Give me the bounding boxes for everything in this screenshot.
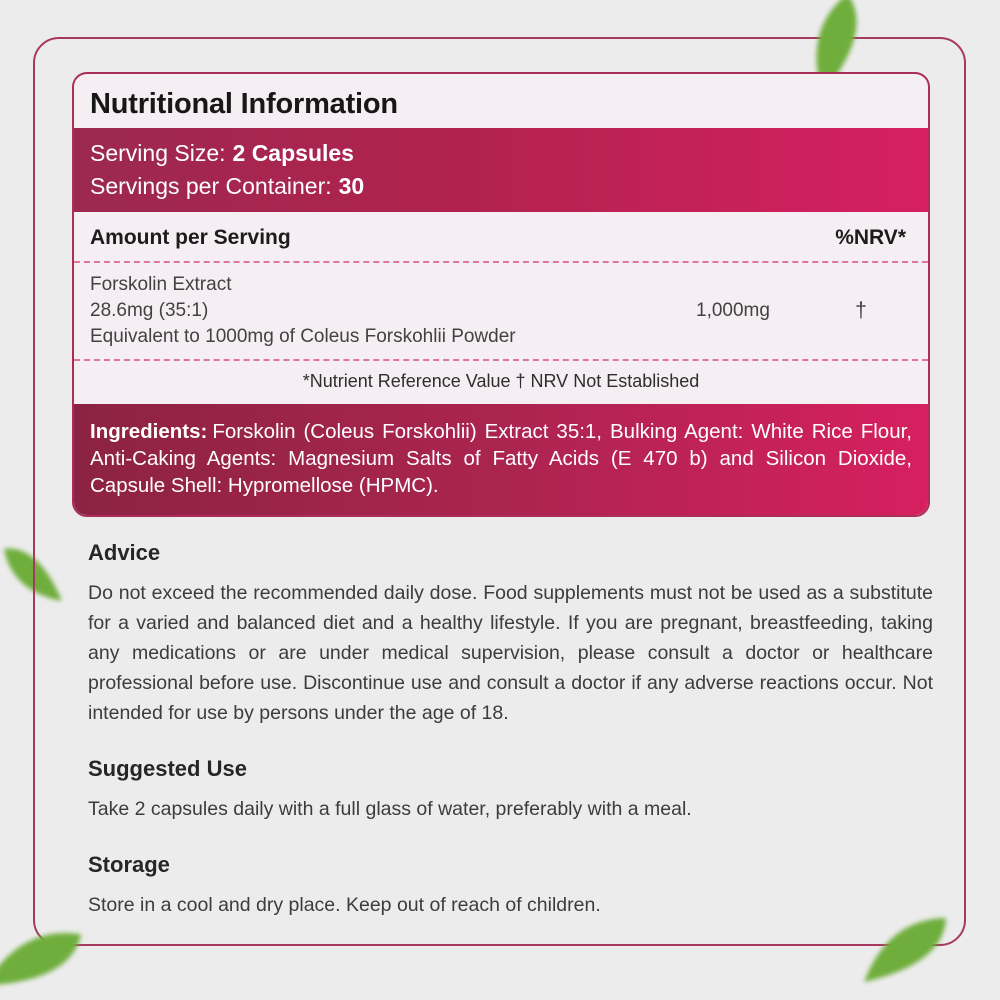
table-row <box>74 263 928 359</box>
servings-per-container-label: Servings per Container: <box>90 173 332 199</box>
serving-size-value: 2 Capsules <box>232 140 354 166</box>
storage-body: Store in a cool and dry place. Keep out of reach of children. <box>88 894 601 916</box>
nutrient-nrv-value: † <box>855 299 867 322</box>
storage-heading: Storage <box>88 852 170 877</box>
info-sections <box>88 540 933 920</box>
ingredients-label: Ingredients: <box>90 420 208 443</box>
serving-size-label: Serving Size: <box>90 140 226 166</box>
advice-body: Do not exceed the recommended daily dose. Food supplements must not be used as a substitute for a varied and balanced diet and a healthy lifestyle. If you are pregnant, breastfeeding, taking any medications or are under medical supervision, please consult a doctor or healthcare professional before use. Discontinue use and consult a doctor if any adverse reactions occur. Not intended for use by persons under the age of 18. <box>88 582 933 724</box>
ingredients-text: Forskolin (Coleus Forskohlii) Extract 35:1, Bulking Agent: White Rice Flour, Anti-Caking Agents: Magnesium Salts of Fatty Acids (E 470 b) and Silicon Dioxide, Capsule Shell: Hypromellose (HPMC). <box>90 420 912 497</box>
nrv-footnote: *Nutrient Reference Value † NRV Not Established <box>302 371 700 391</box>
ingredients-block <box>74 404 928 515</box>
card-title: Nutritional Information <box>90 88 398 120</box>
nutrition-facts-card <box>72 72 930 517</box>
nutrient-name-line: 28.6mg (35:1) <box>90 300 209 321</box>
suggested-use-body: Take 2 capsules daily with a full glass of water, preferably with a meal. <box>88 798 692 820</box>
serving-size-line <box>90 137 912 170</box>
nutrient-name-line: Equivalent to 1000mg of Coleus Forskohlii Powder <box>90 326 516 347</box>
serving-info-band <box>74 128 928 212</box>
table-header-row <box>74 212 928 261</box>
nrv-header: %NRV* <box>835 226 906 249</box>
servings-per-container-value: 30 <box>338 173 365 199</box>
nutrient-name-line: Forskolin Extract <box>90 274 232 295</box>
nutrient-amount: 1,000mg <box>696 300 770 321</box>
suggested-use-heading: Suggested Use <box>88 756 247 781</box>
servings-per-container-line <box>90 170 912 203</box>
advice-heading: Advice <box>88 540 161 565</box>
amount-per-serving-header: Amount per Serving <box>90 226 291 249</box>
nutrient-name <box>90 272 696 350</box>
